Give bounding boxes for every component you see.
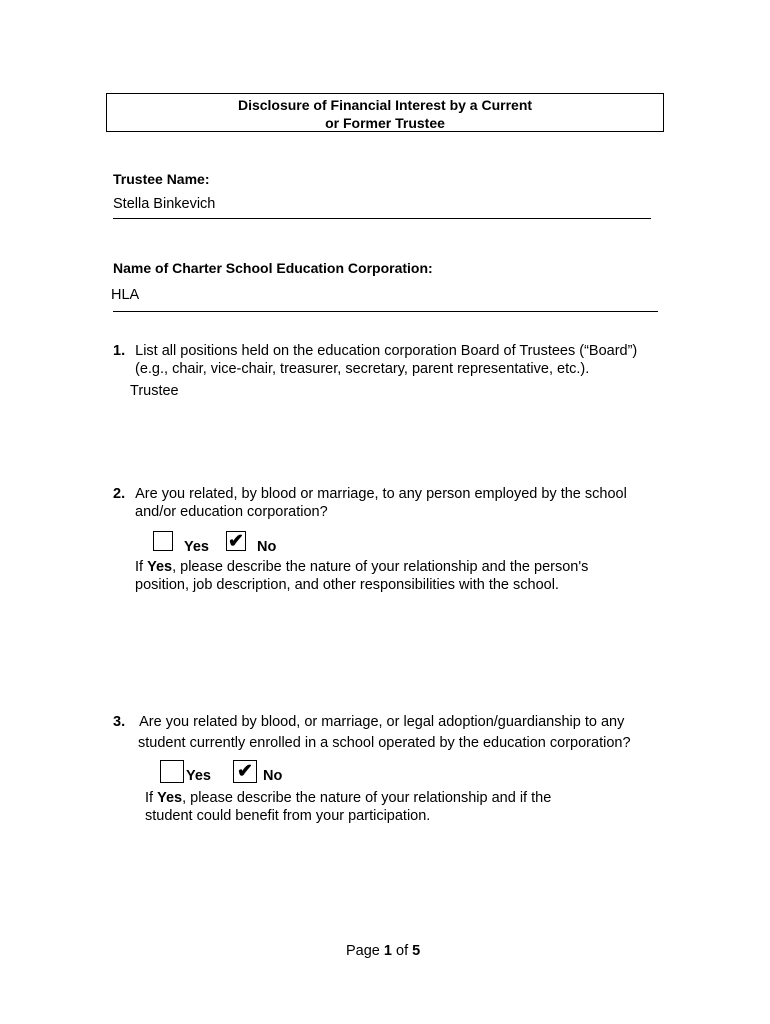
question-3-followup-yes: Yes <box>157 790 183 806</box>
question-2-followup-yes: Yes <box>147 559 173 575</box>
page-current: 1 <box>383 943 392 959</box>
page-prefix: Page <box>346 943 380 959</box>
question-1-number: 1. <box>113 343 126 359</box>
question-2-followup-line-2: position, job description, and other responsibilities with the school. <box>135 577 559 593</box>
page-total: 5 <box>412 943 421 959</box>
question-1 <box>113 342 673 378</box>
question-2-no-label: No <box>257 539 277 555</box>
question-2-yes-checkbox[interactable] <box>153 531 173 551</box>
question-3-followup <box>145 789 645 825</box>
question-2-followup-line-1: , please describe the nature of your relationship and the person's <box>172 559 589 575</box>
page-number <box>346 943 420 959</box>
question-3-yes-checkbox[interactable] <box>160 760 184 783</box>
question-3 <box>113 713 683 755</box>
question-1-line-1: List all positions held on the education corporation Board of Trustees (“Board”) <box>135 343 638 359</box>
trustee-name-label: Trustee Name: <box>113 171 210 187</box>
question-2-followup-if: If <box>135 559 144 575</box>
trustee-name-underline <box>113 218 651 219</box>
question-2-no-checkbox[interactable]: ✔ <box>226 531 246 551</box>
question-1-line-2: (e.g., chair, vice-chair, treasurer, secretary, parent representative, etc.). <box>135 361 590 377</box>
question-2-line-1: Are you related, by blood or marriage, to any person employed by the school <box>135 486 627 502</box>
question-2-yes-label: Yes <box>184 539 209 555</box>
question-3-no-checkbox[interactable]: ✔ <box>233 760 257 783</box>
page-of: of <box>396 943 409 959</box>
title-line-2: or Former Trustee <box>325 115 445 131</box>
question-3-followup-if: If <box>145 790 154 806</box>
question-3-no-label: No <box>263 768 283 784</box>
question-2-followup <box>135 558 655 594</box>
question-3-line-1: Are you related by blood, or marriage, or legal adoption/guardianship to any <box>139 714 625 730</box>
trustee-name-field[interactable]: Stella Binkevich <box>113 196 216 212</box>
question-3-followup-line-2: student could benefit from your participation. <box>145 808 431 824</box>
question-2 <box>113 485 673 521</box>
question-3-followup-line-1: , please describe the nature of your relationship and if the <box>182 790 552 806</box>
question-2-line-2: and/or education corporation? <box>135 504 328 520</box>
corporation-name-field[interactable]: HLA <box>111 287 140 303</box>
document-title <box>106 93 664 132</box>
title-line-1: Disclosure of Financial Interest by a Current <box>237 97 533 113</box>
question-3-number: 3. <box>113 714 126 730</box>
question-3-yes-label: Yes <box>186 768 211 784</box>
corporation-name-label: Name of Charter School Education Corporation: <box>113 260 433 276</box>
corporation-name-underline <box>113 311 658 312</box>
question-3-line-2: student currently enrolled in a school operated by the education corporation? <box>138 735 631 751</box>
question-1-answer[interactable]: Trustee <box>130 383 179 399</box>
question-2-number: 2. <box>113 486 126 502</box>
